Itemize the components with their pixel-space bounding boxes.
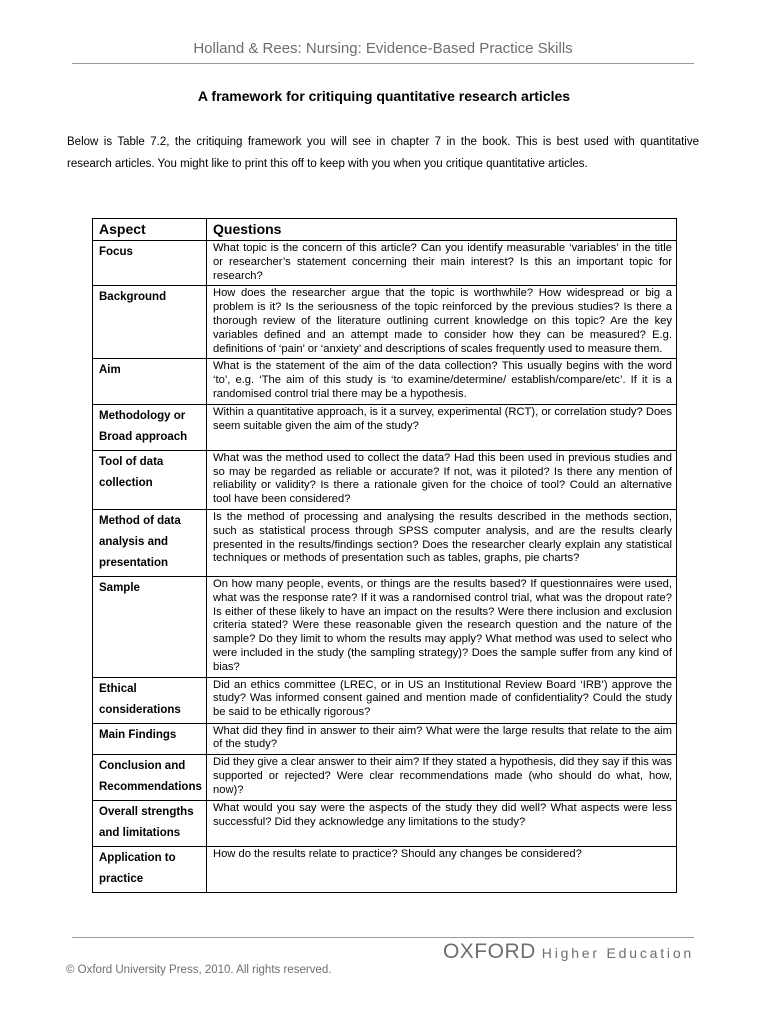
intro-paragraph: Below is Table 7.2, the critiquing framework you will see in chapter 7 in the book. This is best used with quantitative research articles. You might like to print this off to keep with you when you critique quantitative articles. [67, 136, 699, 170]
table-row [93, 847, 677, 893]
table-row [93, 286, 677, 359]
questions-cell: What did they find in answer to their aim? What were the large results that relate to the aim of the study? [207, 723, 677, 755]
aspect-cell: Application to practice [93, 847, 207, 893]
aspect-cell: Main Findings [93, 723, 207, 755]
questions-cell: On how many people, events, or things are the results based? If questionnaires were used, what was the response rate? If it was a randomised control trial, what was the dropout rate? Is either of these likely to have an impact on the results? Were there inclusion and exclusion criteria stated? Were these reasonable given the research question and the nature of the sample? Do they limit to whom the results may apply? What method was used to select who were included in the study (the sampling strategy)? Does the sample suffer from any kind of bias? [207, 576, 677, 677]
table-row [93, 241, 677, 286]
aspect-cell: Sample [93, 576, 207, 677]
footer-divider [72, 937, 694, 938]
table-row [93, 404, 677, 450]
publisher-logo [443, 940, 694, 964]
questions-cell: What is the statement of the aim of the data collection? This usually begins with the word ‘to’, e.g. ‘The aim of this study is ‘to examine/determine/ establish/compare/etc’. If it is a randomised control trial there may be a hypothesis. [207, 359, 677, 404]
column-header-questions: Questions [207, 219, 677, 241]
table-row [93, 723, 677, 755]
questions-cell: Did they give a clear answer to their aim? If they stated a hypothesis, did they say if this was supported or rejected? Were clear recommendations made (who should do what, how, now)? [207, 755, 677, 801]
table-row [93, 359, 677, 404]
page-title: A framework for critiquing quantitative research articles [197, 88, 571, 104]
table-row [93, 576, 677, 677]
table-row [93, 509, 677, 576]
aspect-cell: Methodology or Broad approach [93, 404, 207, 450]
questions-cell: Is the method of processing and analysing the results described in the methods section, such as statistical process through SPSS computer analysis, and are the results clearly presented in the results/findings section? Does the researcher clearly explain any statistical techniques or methods of presentation such as tables, graphs, pie charts? [207, 509, 677, 576]
table-body [93, 241, 677, 893]
publisher-logo-sub: Higher Education [541, 945, 694, 961]
aspect-cell: Focus [93, 241, 207, 286]
table-row [93, 755, 677, 801]
table-row [93, 801, 677, 847]
publisher-logo-main: OXFORD [442, 940, 536, 963]
table-row [93, 450, 677, 509]
aspect-cell: Background [93, 286, 207, 359]
questions-cell: How does the researcher argue that the topic is worthwhile? How widespread or big a problem is it? Is the seriousness of the topic reinforced by the previous studies? Is there a thorough review of the literature outlining current knowledge on this topic? Are the key variables defined and an attempt made to consider how they can be measured? E.g. definitions of ‘pain’ or ‘anxiety’ and descriptions of scales frequently used to measure them. [207, 286, 677, 359]
aspect-cell: Aim [93, 359, 207, 404]
critiquing-framework-table [92, 218, 677, 893]
table-header-row [93, 219, 677, 241]
questions-cell: What topic is the concern of this article? Can you identify measurable ‘variables’ in the title or researcher’s statement concerning their main interest? Is this an important topic for research? [207, 241, 677, 286]
questions-cell: How do the results relate to practice? Should any changes be considered? [207, 847, 677, 893]
questions-cell: What would you say were the aspects of the study they did well? What aspects were less successful? Did they acknowledge any limitations to the study? [207, 801, 677, 847]
questions-cell: What was the method used to collect the data? Had this been used in previous studies and so may be regarded as reliable or accurate? If not, was it piloted? Is there any mention of reliability or validity? Is there a rationale given for the choice of tool? Could an alternative tool have been considered? [207, 450, 677, 509]
table-row [93, 677, 677, 723]
copyright-notice: © Oxford University Press, 2010. All rights reserved. [66, 964, 332, 976]
aspect-cell: Overall strengths and limitations [93, 801, 207, 847]
running-header: Holland & Rees: Nursing: Evidence-Based Practice Skills [72, 40, 694, 64]
aspect-cell: Tool of data collection [93, 450, 207, 509]
aspect-cell: Method of data analysis and presentation [93, 509, 207, 576]
questions-cell: Did an ethics committee (LREC, or in US an Institutional Review Board ‘IRB’) approve the study? Was informed consent gained and mention made of confidentiality? Could the study be said to be ethically rigorous? [207, 677, 677, 723]
aspect-cell: Ethical considerations [93, 677, 207, 723]
questions-cell: Within a quantitative approach, is it a survey, experimental (RCT), or correlation study? Does seem suitable given the aim of the study? [207, 404, 677, 450]
column-header-aspect: Aspect [93, 219, 207, 241]
aspect-cell: Conclusion and Recommendations [93, 755, 207, 801]
